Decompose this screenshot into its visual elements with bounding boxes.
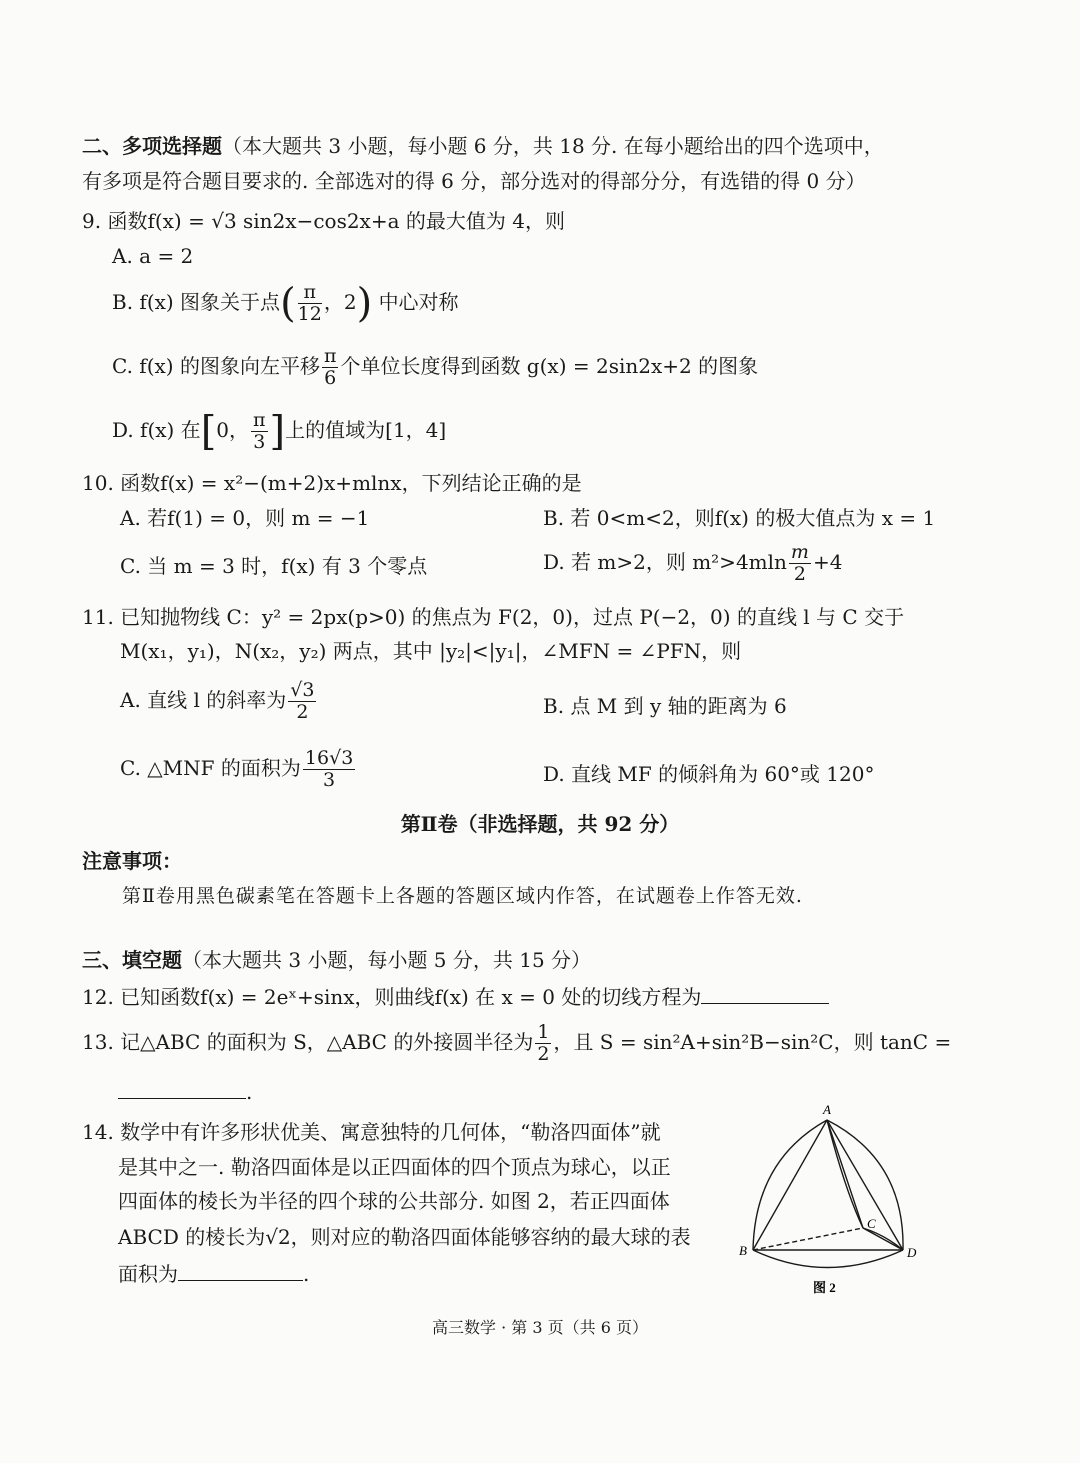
q13-answer [118,1080,252,1104]
q9-d-post: 上的值域为[1，4] [285,417,447,442]
q11-a-pre: A. 直线 l 的斜率为 [120,687,287,712]
frac-num: π [253,409,266,431]
page-footer: 高三数学 · 第 3 页（共 6 页） [432,1318,648,1337]
section3-title: 三、填空题 [82,948,182,972]
frac-den: 2 [793,562,806,585]
q10-stem: 10. 函数f(x) = x²−(m+2)x+mlnx，下列结论正确的是 [82,471,582,495]
frac-num: π [298,282,322,304]
edge-ac [827,1120,863,1228]
section2-desc1: （本大题共 3 小题，每小题 6 分，共 18 分. 在每小题给出的四个选项中， [222,134,884,158]
figure-svg [735,1100,935,1300]
part2-title: 第Ⅱ卷（非选择题，共 92 分） [400,812,680,836]
q14-line-2: 是其中之一. 勒洛四面体是以正四面体的四个顶点为球心，以正 [118,1155,671,1179]
q9-c-frac [322,346,339,389]
q13-frac [535,1022,551,1065]
q11-c-frac [303,748,355,791]
q11-option-d: D. 直线 MF 的倾斜角为 60°或 120° [543,762,875,786]
reuleaux-tetrahedron-figure [735,1100,935,1304]
bracket-right: ] [269,408,286,455]
edge-ab [753,1120,827,1250]
frac-num: π [323,345,337,367]
figure-caption: 图 2 [813,1280,836,1295]
q12 [82,985,829,1009]
q14-line-1: 14. 数学中有许多形状优美、寓意独特的几何体，“勒洛四面体”就 [82,1120,661,1144]
q11-option-b: B. 点 M 到 y 轴的距离为 6 [543,694,787,718]
arc-bd [753,1250,903,1268]
q9-option-b [112,282,459,325]
section3-header [82,948,591,972]
section3-desc: （本大题共 3 小题，每小题 5 分，共 15 分） [182,948,592,972]
q14-l5-post: . [303,1262,310,1286]
q9-stem: 9. 函数f(x) = √3 sin2x−cos2x+a 的最大值为 4，则 [82,209,565,233]
q9-option-c [112,346,758,389]
q9-d-in: 0， [216,417,250,442]
section2-desc2: 有多项是符合题目要求的. 全部选对的得 6 分，部分选对的得部分分，有选错的得 0 分） [82,169,866,193]
q13-pre: 13. 记△ABC 的面积为 S，△ABC 的外接圆半径为 [82,1029,534,1054]
q9-d-frac [251,410,268,453]
q13-post: ，且 S = sin²A+sin²B−sin²C，则 tanC = [553,1029,952,1054]
q14-line-3: 四面体的棱长为半径的四个球的公共部分. 如图 2，若正四面体 [118,1189,670,1213]
frac-den: 2 [537,1042,550,1065]
bracket-left: [ [200,408,217,455]
label-a: A [823,1102,831,1117]
q11-option-c [120,748,357,791]
q9-b-tail: 中心对称 [378,289,459,314]
notice-text: 第Ⅱ卷用黑色碳素笔在答题卡上各题的答题区域内作答，在试题卷上作答无效. [122,885,803,907]
frac-den: 3 [253,430,266,453]
q11-stem-2: M(x₁，y₁)，N(x₂，y₂) 两点，其中 |y₂|<|y₁|，∠MFN = ∠PFN，则 [120,639,742,663]
frac-den: 2 [296,700,309,723]
frac-num: m [790,541,809,563]
q11-a-frac [288,680,316,723]
section2-line1 [82,134,884,158]
q9-d-pre: D. f(x) 在 [112,417,201,442]
answer-blank [701,985,829,1004]
q10-option-d [543,542,842,585]
q11-c-pre: C. △MNF 的面积为 [120,755,301,780]
q9-b-pre: B. f(x) 图象关于点 [112,289,281,314]
q10-option-a: A. 若f(1) = 0，则 m = −1 [120,506,370,530]
frac-num: 1 [537,1021,550,1043]
edge-bc [753,1228,863,1250]
q10-option-b: B. 若 0<m<2，则f(x) 的极大值点为 x = 1 [543,506,936,530]
q9-b-frac [298,282,322,325]
q11-option-a [120,680,318,723]
notice-title: 注意事项： [82,849,182,873]
section2-title: 二、多项选择题 [82,134,222,158]
q14-l5-pre: 面积为 [118,1262,178,1286]
frac-den: 12 [297,302,322,325]
frac-den: 6 [324,366,337,389]
q10-d-post: +4 [812,549,843,574]
q13-tail: . [246,1080,253,1104]
label-b: B [739,1243,747,1258]
q9-option-a: A. a = 2 [112,244,194,268]
q9-option-d [112,410,446,453]
frac-num: √3 [290,679,315,701]
answer-blank [118,1080,246,1099]
frac-num: 16√3 [304,747,354,769]
label-d: D [907,1245,917,1260]
q12-stem: 12. 已知函数f(x) = 2eˣ+sinx，则曲线f(x) 在 x = 0 处的切线方程为 [82,985,702,1009]
label-c: C [867,1216,876,1231]
q10-d-pre: D. 若 m>2，则 m²>4mln [543,549,787,574]
frac-den: 3 [323,768,336,791]
answer-blank [178,1262,303,1281]
paren-right: ) [356,280,373,327]
q10-option-c: C. 当 m = 3 时，f(x) 有 3 个零点 [120,554,428,578]
q9-c-pre: C. f(x) 的图象向左平移 [112,353,320,378]
q14-line-4: ABCD 的棱长为√2，则对应的勒洛四面体能够容纳的最大球的表 [118,1225,691,1249]
q11-stem-1: 11. 已知抛物线 C：y² = 2px(p>0) 的焦点为 F(2，0)，过点 P(−2，0) 的直线 l 与 C 交于 [82,605,905,629]
q14-line-5 [118,1262,309,1286]
q13 [82,1022,951,1065]
q9-c-post: 个单位长度得到函数 g(x) = 2sin2x+2 的图象 [340,353,759,378]
paren-left: ( [280,280,296,327]
q10-d-frac [789,542,811,585]
q9-b-post: ，2 [323,289,357,314]
